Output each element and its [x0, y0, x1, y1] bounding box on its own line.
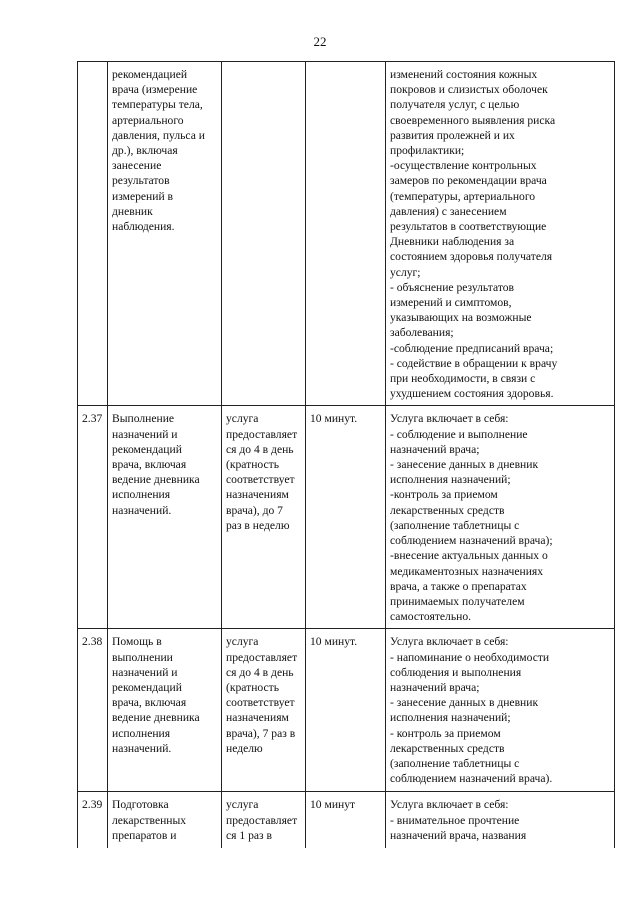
- page-number: 22: [313, 34, 327, 49]
- duration-cell: 10 минут.: [306, 406, 386, 629]
- service-name-cell-line: Подготовка: [112, 798, 169, 812]
- service-name-cell-line: результатов: [112, 174, 170, 188]
- service-name-cell-line: Выполнение: [112, 412, 175, 426]
- service-name-cell-line: назначений и: [112, 665, 178, 679]
- description-cell-line: (температуры, артериального: [390, 189, 536, 203]
- description-cell-line: - объяснение результатов: [390, 280, 515, 294]
- description-cell-line: исполнения назначений;: [390, 711, 511, 725]
- table-row: [78, 792, 615, 849]
- frequency-cell-line: услуга: [226, 798, 259, 812]
- frequency-cell-line: врача), 7 раз в: [226, 726, 296, 740]
- description-cell: [386, 792, 615, 849]
- frequency-cell-line: врача), до 7: [226, 503, 283, 517]
- frequency-cell-line: услуга: [226, 635, 259, 649]
- description-cell-line: -соблюдение предписаний врача;: [390, 341, 554, 355]
- frequency-cell: [222, 629, 306, 792]
- frequency-cell: [222, 792, 306, 849]
- service-name-cell-line: давления, пульса и: [112, 128, 205, 142]
- frequency-cell-line: неделю: [226, 741, 263, 755]
- frequency-cell-line: (кратность: [226, 680, 279, 694]
- frequency-cell-line: соответствует: [226, 473, 295, 487]
- service-name-cell-line: Помощь в: [112, 635, 162, 649]
- description-cell-line: соблюдением назначений врача).: [390, 772, 553, 786]
- service-name-cell-line: рекомендаций: [112, 442, 182, 456]
- service-name-cell-line: занесение: [112, 159, 162, 173]
- description-cell-line: при необходимости, в связи с: [390, 372, 536, 386]
- description-cell-line: - занесение данных в дневник: [390, 458, 539, 472]
- description-cell-line: (заполнение таблетницы с: [390, 756, 520, 770]
- frequency-cell-line: назначениям: [226, 711, 289, 725]
- description-cell-line: самостоятельно.: [390, 610, 472, 624]
- description-cell-line: - занесение данных в дневник: [390, 696, 539, 710]
- services-table-body: [78, 62, 615, 849]
- description-cell-line: соблюдением назначений врача);: [390, 534, 553, 548]
- description-cell-line: замеров по рекомендации врача: [390, 174, 547, 188]
- service-name-cell: [108, 62, 222, 406]
- frequency-cell-line: предоставляет: [226, 427, 298, 441]
- description-cell-line: исполнения назначений;: [390, 473, 511, 487]
- service-name-cell-line: назначений и: [112, 427, 178, 441]
- description-cell-line: - внимательное прочтение: [390, 813, 520, 827]
- description-cell-line: - напоминание о необходимости: [390, 650, 550, 664]
- service-name-cell-line: исполнения: [112, 488, 171, 502]
- description-cell-line: профилактики;: [390, 144, 465, 158]
- service-name-cell-line: рекомендацией: [112, 68, 188, 81]
- description-cell-line: результатов в соответствующие: [390, 220, 547, 234]
- description-cell-line: (заполнение таблетницы с: [390, 518, 520, 532]
- service-name-cell-line: ведение дневника: [112, 473, 200, 487]
- service-name-cell-line: температуры тела,: [112, 98, 203, 112]
- service-number-cell: 2.38: [78, 629, 108, 792]
- services-table: [77, 61, 615, 848]
- description-cell-line: своевременного выявления риска: [390, 113, 556, 127]
- table-row: [78, 629, 615, 792]
- duration-cell: 10 минут: [306, 792, 386, 849]
- frequency-cell-line: (кратность: [226, 458, 279, 472]
- service-name-cell: [108, 792, 222, 849]
- frequency-cell-line: назначениям: [226, 488, 289, 502]
- service-name-cell-line: препаратов и: [112, 828, 177, 842]
- frequency-cell: [222, 62, 306, 406]
- service-name-cell-line: рекомендаций: [112, 680, 182, 694]
- frequency-cell-line: услуга: [226, 412, 259, 426]
- service-name-cell-line: дневник: [112, 204, 153, 218]
- description-cell-line: - соблюдение и выполнение: [390, 427, 528, 441]
- frequency-cell-line: соответствует: [226, 696, 295, 710]
- description-cell-line: принимаемых получателем: [390, 594, 525, 608]
- table-row: [78, 406, 615, 629]
- service-name-cell-line: наблюдения.: [112, 220, 175, 234]
- description-cell-line: услуг;: [390, 265, 421, 279]
- duration-cell: 10 минут.: [306, 629, 386, 792]
- service-name-cell-line: ведение дневника: [112, 711, 200, 725]
- description-cell-line: - содействие в обращении к врачу: [390, 356, 558, 370]
- description-cell-line: измерений и симптомов,: [390, 296, 512, 310]
- service-number-cell: 2.37: [78, 406, 108, 629]
- service-name-cell: [108, 629, 222, 792]
- description-cell-line: - контроль за приемом: [390, 726, 501, 740]
- description-cell-line: -внесение актуальных данных о: [390, 549, 548, 563]
- frequency-cell-line: предоставляет: [226, 813, 298, 827]
- frequency-cell-line: ся 1 раз в: [226, 828, 272, 842]
- description-cell-line: заболевания;: [390, 326, 454, 340]
- description-cell-line: получателя услуг, с целью: [390, 98, 520, 112]
- service-name-cell-line: назначений.: [112, 741, 172, 755]
- description-cell-line: назначений врача;: [390, 442, 480, 456]
- service-name-cell: [108, 406, 222, 629]
- frequency-cell-line: ся до 4 в день: [226, 665, 294, 679]
- frequency-cell-line: ся до 4 в день: [226, 442, 294, 456]
- table-row: [78, 62, 615, 406]
- frequency-cell: [222, 406, 306, 629]
- description-cell-line: лекарственных средств: [390, 503, 505, 517]
- service-number-cell: 2.39: [78, 792, 108, 849]
- description-cell: [386, 406, 615, 629]
- description-cell-line: Дневники наблюдения за: [390, 235, 515, 249]
- description-cell-line: соблюдения и выполнения: [390, 665, 522, 679]
- description-cell-line: лекарственных средств: [390, 741, 505, 755]
- service-number-cell: [78, 62, 108, 406]
- description-cell-line: медикаментозных назначениях: [390, 564, 544, 578]
- description-cell-line: изменений состояния кожных: [390, 68, 538, 81]
- description-cell-line: развития пролежней и их: [390, 128, 515, 142]
- description-cell-line: назначений врача;: [390, 680, 480, 694]
- frequency-cell-line: раз в неделю: [226, 518, 290, 532]
- service-name-cell-line: артериального: [112, 113, 184, 127]
- description-cell-line: -осуществление контрольных: [390, 159, 537, 173]
- service-name-cell-line: исполнения: [112, 726, 171, 740]
- description-cell-line: ухудшением состояния здоровья.: [390, 387, 554, 401]
- description-cell-line: давления) с занесением: [390, 204, 507, 218]
- description-cell-line: врача, а также о препаратах: [390, 579, 527, 593]
- service-name-cell-line: врача, включая: [112, 696, 187, 710]
- description-cell-line: указывающих на возможные: [390, 311, 532, 325]
- service-name-cell-line: врача (измерение: [112, 83, 198, 97]
- description-cell-line: состоянием здоровья получателя: [390, 250, 553, 264]
- service-name-cell-line: врача, включая: [112, 458, 187, 472]
- description-cell-line: Услуга включает в себя:: [390, 798, 509, 812]
- description-cell-line: Услуга включает в себя:: [390, 635, 509, 649]
- service-name-cell-line: др.), включая: [112, 144, 178, 158]
- description-cell-line: покровов и слизистых оболочек: [390, 83, 548, 97]
- frequency-cell-line: предоставляет: [226, 650, 298, 664]
- description-cell: [386, 629, 615, 792]
- description-cell-line: Услуга включает в себя:: [390, 412, 509, 426]
- duration-cell: [306, 62, 386, 406]
- service-name-cell-line: назначений.: [112, 503, 172, 517]
- service-name-cell-line: измерений в: [112, 189, 174, 203]
- description-cell-line: -контроль за приемом: [390, 488, 498, 502]
- description-cell: [386, 62, 615, 406]
- service-name-cell-line: выполнении: [112, 650, 173, 664]
- service-name-cell-line: лекарственных: [112, 813, 187, 827]
- description-cell-line: назначений врача, названия: [390, 828, 527, 842]
